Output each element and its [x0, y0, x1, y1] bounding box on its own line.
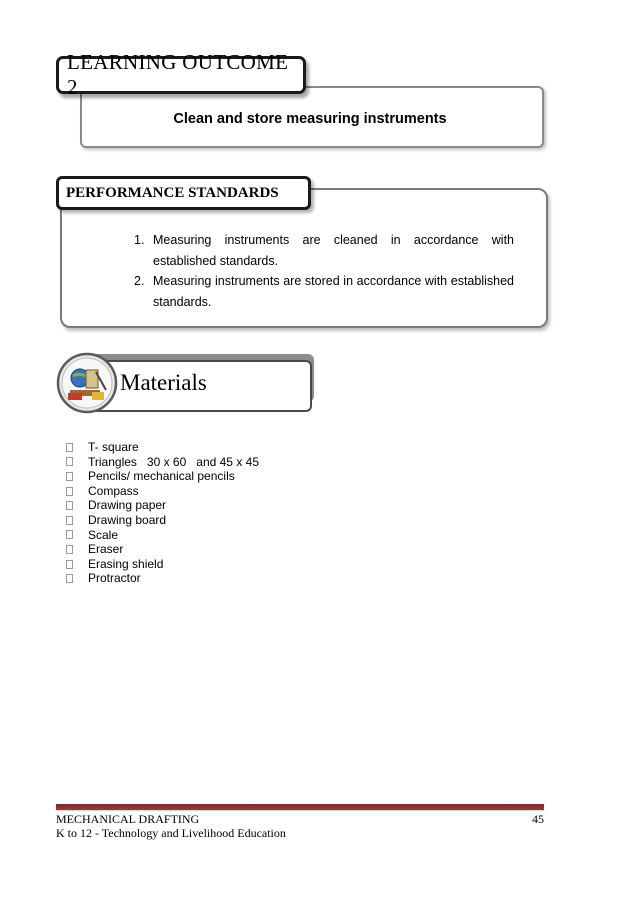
bullet-box-icon — [66, 457, 73, 466]
material-label: Eraser — [88, 542, 124, 557]
material-label: Scale — [88, 527, 119, 542]
materials-clipart-icon — [56, 352, 118, 414]
learning-outcome-title: LEARNING OUTCOME 2 — [67, 50, 289, 99]
list-item — [64, 571, 259, 586]
list-item — [64, 469, 259, 484]
material-label: Compass — [88, 483, 139, 498]
material-label: Triangles 30 x 60 and 45 x 45 — [88, 454, 259, 469]
learning-outcome-subtitle: Clean and store measuring instruments — [173, 111, 447, 127]
bullet-box-icon — [66, 545, 73, 554]
material-label: Protractor — [88, 571, 141, 586]
material-label: Drawing board — [88, 512, 167, 527]
list-item — [64, 528, 259, 543]
page-number: 45 — [532, 812, 544, 826]
list-item — [134, 230, 514, 271]
list-item — [134, 271, 514, 312]
bullet-box-icon — [66, 516, 73, 525]
material-label: Erasing shield — [88, 556, 164, 571]
item-text: Measuring instruments are stored in accordance with established standards. — [153, 274, 514, 309]
material-label: T- square — [88, 440, 139, 454]
materials-title: Materials — [120, 370, 207, 395]
item-number: 1. — [134, 233, 145, 247]
item-number: 2. — [134, 274, 145, 288]
learning-outcome-tab — [56, 50, 306, 99]
list-item — [64, 557, 259, 572]
footer-program: K to 12 - Technology and Livelihood Education — [56, 826, 286, 840]
list-item — [64, 455, 259, 470]
list-item — [64, 498, 259, 513]
item-text: Measuring instruments are cleaned in accordance with established standards. — [153, 233, 514, 268]
footer-course-title: MECHANICAL DRAFTING — [56, 812, 200, 826]
bullet-box-icon — [66, 487, 73, 496]
bullet-box-icon — [66, 530, 73, 539]
bullet-box-icon — [66, 472, 73, 481]
footer-rule — [56, 804, 544, 810]
performance-standards-tab — [56, 176, 311, 210]
bullet-box-icon — [66, 443, 73, 452]
materials-list — [64, 440, 259, 586]
performance-standards-list — [134, 230, 514, 312]
list-item — [64, 513, 259, 528]
performance-standards-title: PERFORMANCE STANDARDS — [66, 184, 279, 201]
list-item — [64, 440, 259, 455]
list-item — [64, 484, 259, 499]
bullet-box-icon — [66, 560, 73, 569]
material-label: Drawing paper — [88, 498, 167, 513]
bullet-box-icon — [66, 501, 73, 510]
list-item — [64, 542, 259, 557]
bullet-box-icon — [66, 574, 73, 583]
material-label: Pencils/ mechanical pencils — [88, 469, 235, 484]
